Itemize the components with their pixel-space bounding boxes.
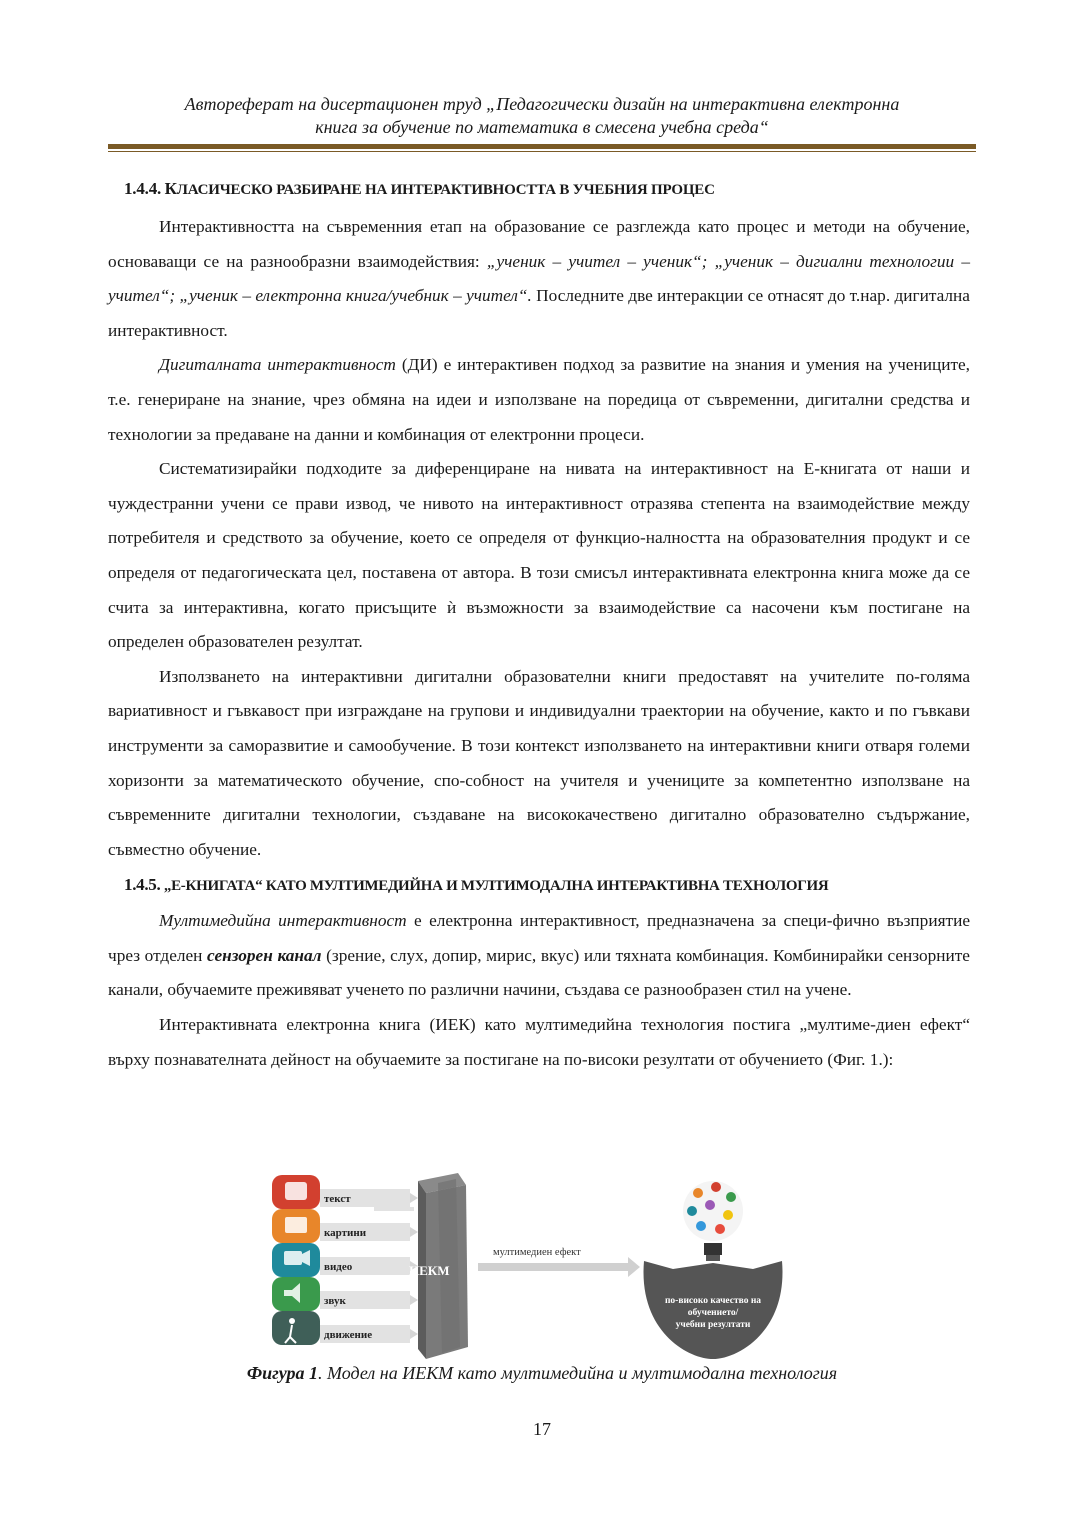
text-run-italic: „ученик – учител – ученик“; „ученик – дигиални технологии – учител“; „ученик – електронна книга/учебник – учител“. xyxy=(108,251,970,306)
section-title-first-letter: К xyxy=(164,179,177,198)
channel-label: движение xyxy=(324,1329,373,1341)
result-label-3: учебни резултати xyxy=(675,1320,751,1330)
channel-label: картини xyxy=(324,1227,367,1239)
paragraph xyxy=(108,210,970,348)
effect-arrow-label: мултимедиен ефект xyxy=(493,1247,581,1258)
running-header xyxy=(108,93,976,139)
channel-label: видео xyxy=(324,1261,353,1273)
paragraph xyxy=(108,904,970,1008)
caption-label: Фигура 1 xyxy=(246,1363,319,1383)
result-label-2: обучението/ xyxy=(687,1308,739,1318)
section-title: „Е-КНИГАТА“ КАТО МУЛТИМЕДИЙНА И МУЛТИМОДАЛНА ИНТЕРАКТИВНА ТЕХНОЛОГИЯ xyxy=(163,878,829,895)
text-run: е електронна интерактивност, предназначена за специ-фично възприятие чрез отделен xyxy=(108,911,970,965)
channel-motion xyxy=(272,1311,410,1345)
term-bold-italic: сензорен канал xyxy=(207,945,322,965)
channel-text xyxy=(272,1175,410,1209)
section-heading-1-4-4 xyxy=(124,175,970,204)
term-italic: Дигиталната интерактивност xyxy=(159,355,396,375)
text-run: (ДИ) е интерактивен подход за развитие на знания и умения на учениците, т.е. генериране на знание, чрез обмяна на идеи и използване на поредица от съвременни, дигитални средства и технологии за предаване на данни и комбинация от електронни процеси. xyxy=(108,355,970,444)
paragraph: Интерактивната електронна книга (ИЕК) като мултимедийна технология постига „мултиме-диен ефект“ върху познавателната дейност на обучаемите за постигане на по-високи резултати от обучението (Фиг. 1.): xyxy=(108,1015,970,1069)
paragraph xyxy=(108,348,970,452)
header-rule-thick xyxy=(108,144,976,149)
text-run: Интерактивността на съвременния етап на образование се разглежда като процес и методи на обучение, основаващи се на разнообразни взаимодействия: xyxy=(108,217,970,271)
text-run: Последните две интеракции се отнасят до т.нар. дигитална интерактивност. xyxy=(108,286,970,340)
channel-video xyxy=(272,1243,410,1277)
figure-diagram xyxy=(268,1171,808,1361)
section-number: 1.4.5. xyxy=(124,875,161,895)
header-line-2: книга за обучение по математика в смесена учебна среда“ xyxy=(315,117,769,137)
figure-1 xyxy=(268,1171,808,1361)
result-label-1: по-високо качество на xyxy=(664,1296,762,1306)
section-heading-1-4-5 xyxy=(124,867,970,904)
result-bowl xyxy=(644,1261,783,1359)
body-text xyxy=(108,175,970,1077)
term-italic: Мултимедийна интерактивност xyxy=(159,911,407,931)
channel-pictures xyxy=(272,1209,410,1243)
paragraph: Използването на интерактивни дигитални образователни книги предоставят на учителите по-голяма вариативност и гъвкавост при изграждане на групови и индивидуални траектории на обучение, както и по гъвкави инструменти за саморазвитие и самообучение. В този контекст използването на интерактивни книги отваря големи хоризонти за математическото обучение, спо-собност на учителя и учениците за компетентно използване на съвременните дигитални технологии, създаване на висококачествено дигитално образователно съдържание, съвместно обучение. xyxy=(108,666,970,859)
channel-label: звук xyxy=(324,1295,346,1307)
section-title: ЛАСИЧЕСКО РАЗБИРАНЕ НА ИНТЕРАКТИВНОСТТА В УЧЕБНИЯ ПРОЦЕС xyxy=(176,182,715,198)
page-number: 17 xyxy=(533,1419,551,1439)
text-run: (зрение, слух, допир, мирис, вкус) или тяхната комбинация. Комбинирайки сензорните канали, обучаемите преживяват ученето по различни начини, създава се разнообразен стил на учене. xyxy=(108,945,970,1000)
caption-text: . Модел на ИЕКМ като мултимедийна и мултимодална технология xyxy=(318,1363,838,1383)
channel-sound xyxy=(272,1277,410,1311)
book-shape xyxy=(409,1173,468,1359)
paragraph: Систематизирайки подходите за диференциране на нивата на интерактивност на Е-книгата от наши и чуждестранни учени се прави извод, че нивото на интерактивност отразява степента на взаимодействие между потребителя и средството за обучение, което се определя от функцио-налността на образователния продукт и се определя от педагогическата цел, поставена от автора. В този смисъл интерактивната електронна книга може да се счита за интерактивна, когато присъщите ѝ възможности за взаимодействие са насочени към постигане на определен образователен резултат. xyxy=(108,459,970,652)
figure-caption xyxy=(108,1363,976,1384)
book-label: ИЕКМ xyxy=(409,1263,450,1278)
lightbulb-icon xyxy=(683,1181,743,1261)
effect-arrow xyxy=(478,1247,640,1277)
section-number: 1.4.4. xyxy=(124,179,162,198)
channel-label: текст xyxy=(324,1193,351,1205)
header-line-1: Автореферат на дисертационен труд „Педагогически дизайн на интерактивна електронна xyxy=(184,94,900,114)
header-rule-thin xyxy=(108,151,976,152)
